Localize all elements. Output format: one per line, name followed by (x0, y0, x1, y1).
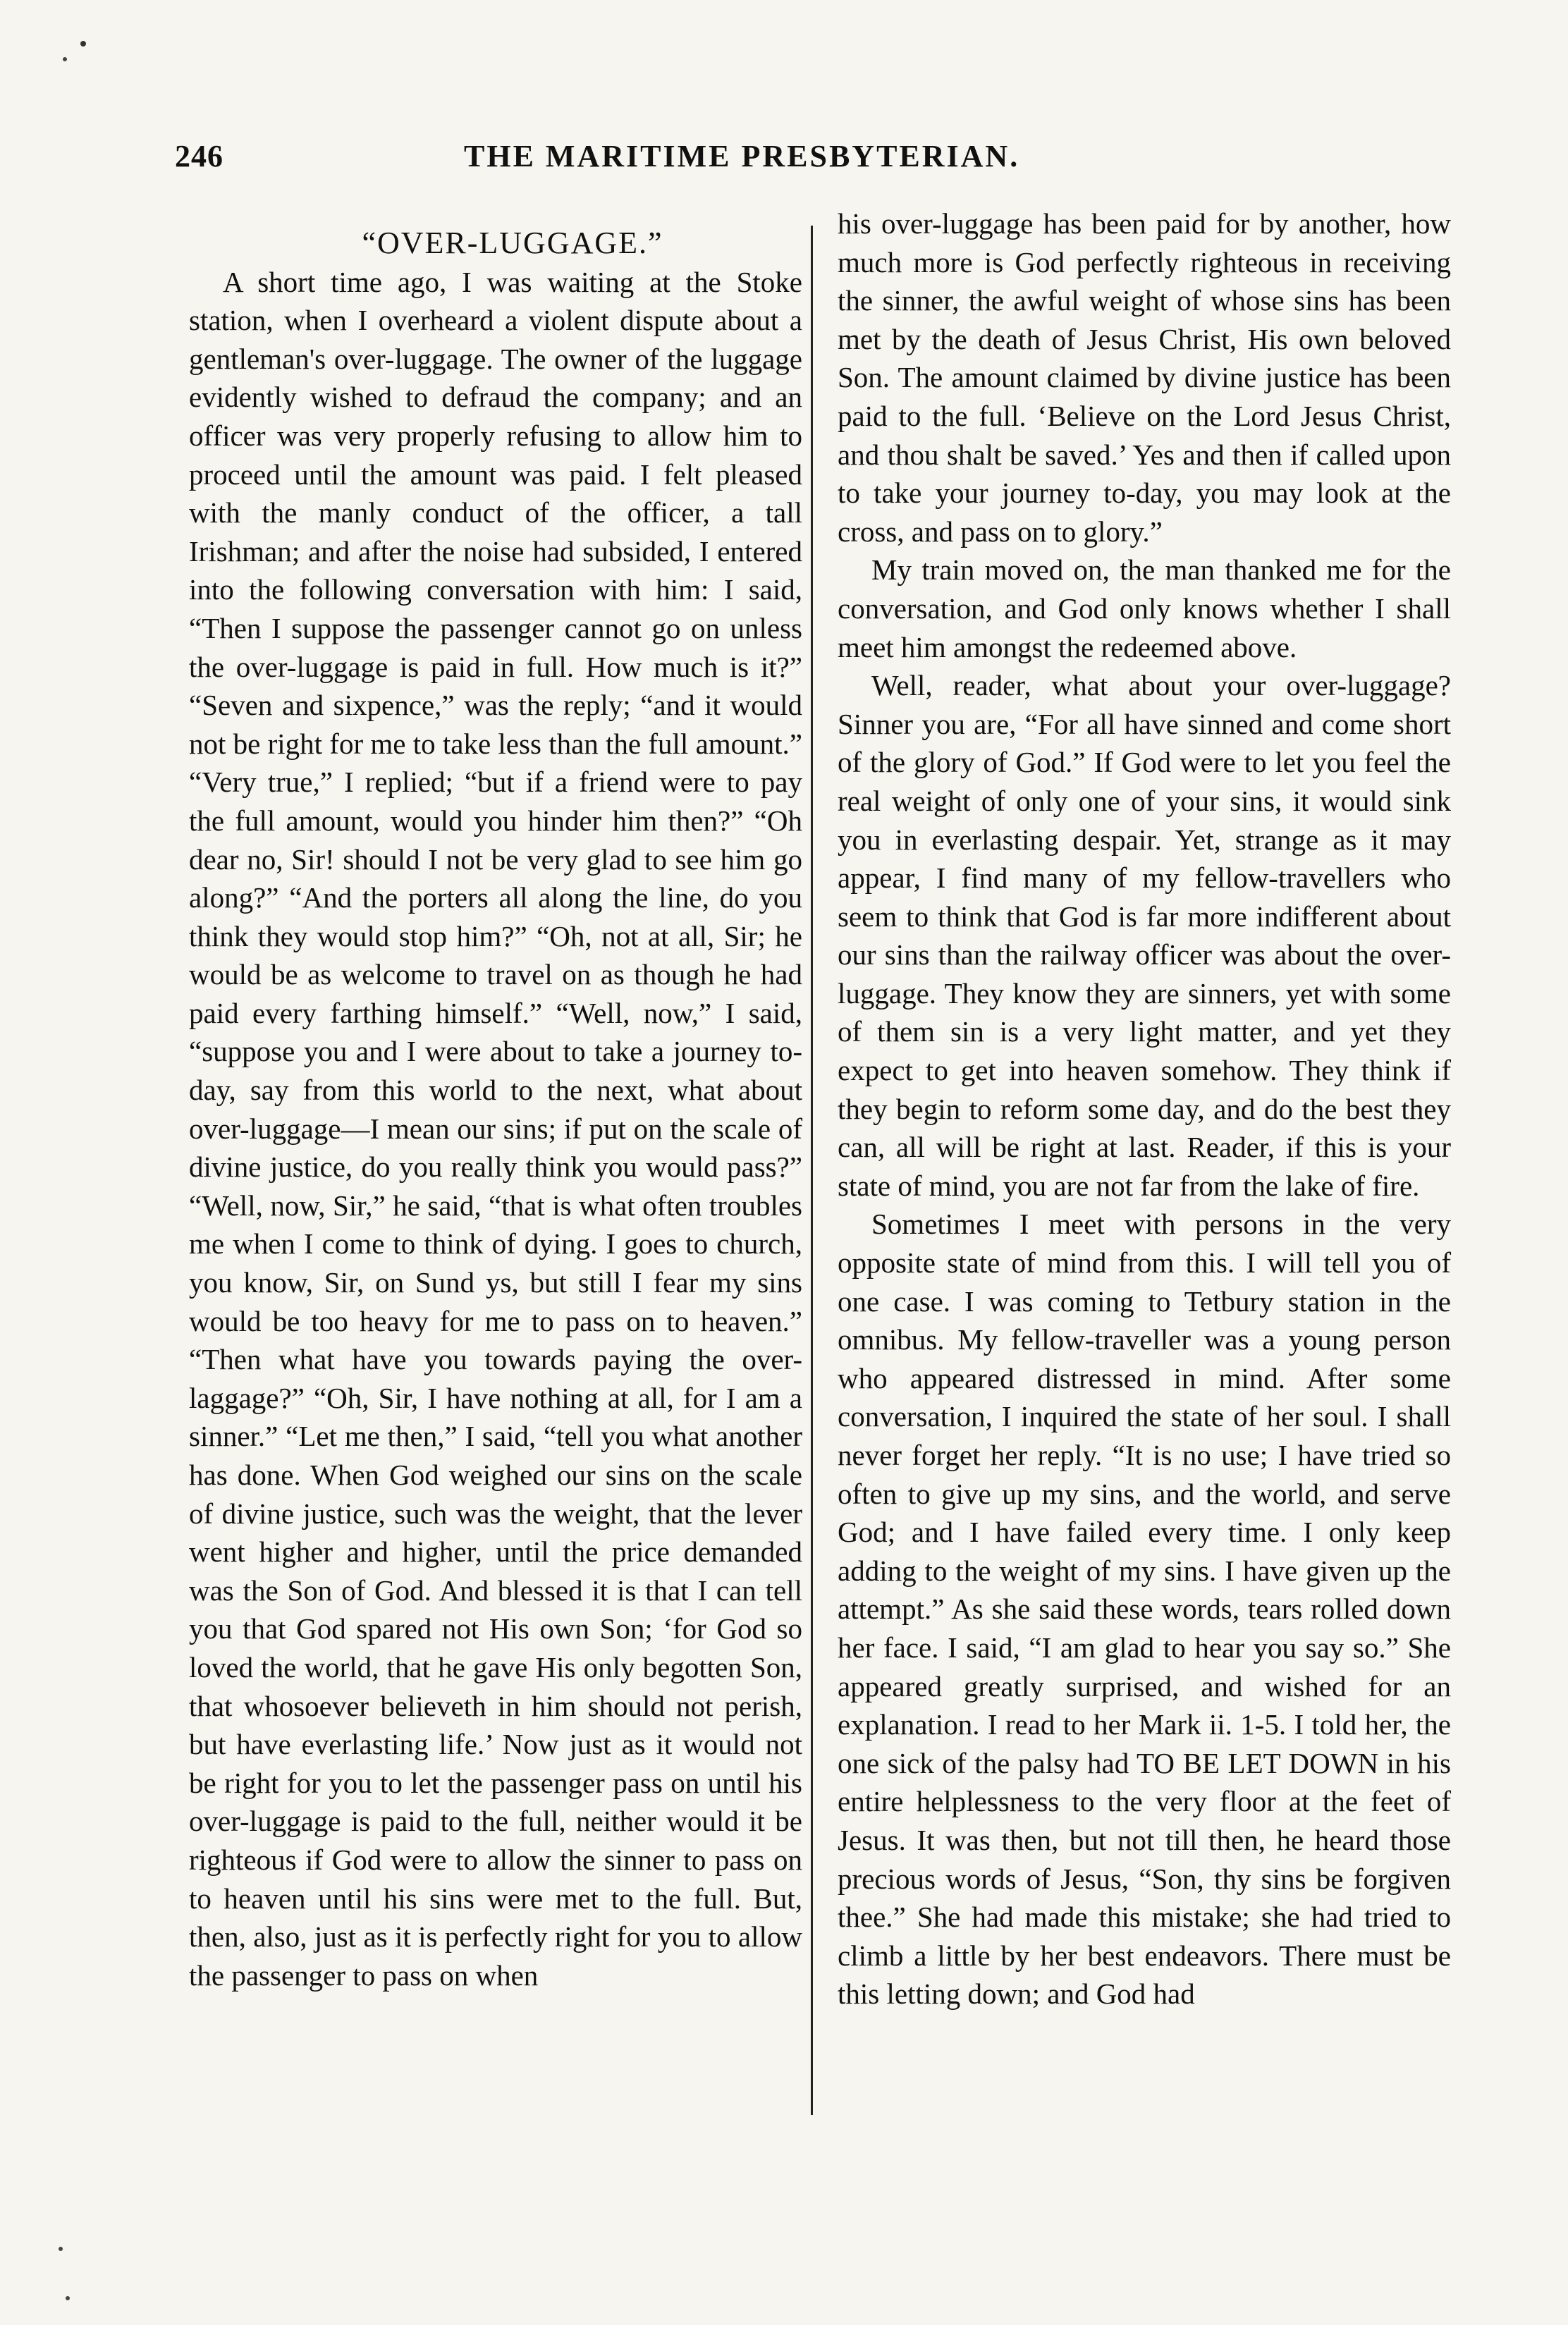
paragraph: Sometimes I meet with persons in the very opposite state of mind from this. I will tell you of one case. I was coming to Tetbury station in the omnibus. My fellow-traveller was a young person who appeared distressed in mind. After some conversation, I inquired the state of her soul. I shall never forget her reply. “It is no use; I have tried so often to give up my sins, and the world, and serve God; and I have failed every time. I only keep adding to the weight of my sins. I have given up the attempt.” As she said these words, tears rolled down her face. I said, “I am glad to hear you say so.” She appeared greatly surprised, and wished for an explanation. I read to her Mark ii. 1-5. I told her, the one sick of the palsy had TO BE LET DOWN in his entire helplessness to the very floor at the feet of Jesus. It was then, but not till then, he heard those precious words of Jesus, “Son, thy sins be forgiven thee.” She had made this mistake; she had tried to climb a little by her best endeavors. There must be this letting down; and God had (838, 1208, 1451, 2011)
paragraph-continued: his over-luggage has been paid for by another, how much more is God perfectly righteous in receiving the sinner, the awful weight of whose sins has been met by the death of Jesus Christ, His own beloved Son. The amount claimed by divine justice has been paid to the full. ‘Believe on the Lord Jesus Christ, and thou shalt be saved.’ Yes and then if called upon to take your journey to-day, you may look at the cross, and pass on to glory.” (838, 207, 1451, 548)
article-title: “OVER-LUGGAGE.” (362, 226, 663, 260)
paragraph: A short time ago, I was waiting at the Stoke station, when I overheard a violent dispute about a gentleman's over-luggage. The owner of the luggage evidently wished to defraud the company; and an officer was very properly refusing to allow him to proceed until the amount was paid. I felt pleased with the manly conduct of the officer, a tall Irishman; and after the noise had subsided, I entered into the following conversation with him: I said, “Then I suppose the passenger cannot go on unless the over-luggage is paid in full. How much is it?” “Seven and sixpence,” was the reply; “and it would not be right for me to take less than the full amount.” “Very true,” I replied; “but if a friend were to pay the full amount, would you hinder him then?” “Oh dear no, Sir! should I not be very glad to see him go along?” “And the porters all along the line, do you think they would stop him?” “Oh, not at all, Sir; he would be as welcome to travel on as though he had paid every farthing himself.” “Well, now,” I said, “suppose you and I were about to take a journey to-day, say from this world to the next, what about over-luggage—I mean our sins; if put on the scale of divine justice, do you really think you would pass?” “Well, now, Sir,” he said, “that is what often troubles me when I come to think of dying. I goes to church, you know, Sir, on Sund ys, but still I fear my sins would be too heavy for me to pass on to heaven.” “Then what have you towards paying the over-laggage?” “Oh, Sir, I have nothing at all, for I am a sinner.” “Let me then,” I said, “tell you what another has done. When God weighed our sins on the scale of divine justice, such was the weight, that the lever went higher and higher, until the price demanded was the Son of God. And blessed it is that I can tell you that God spared not His own Son; ‘for God so loved the world, that he gave His only begotten Son, that whosoever believeth in him should not perish, but have everlasting life.’ Now just as it would not be right for you to let the passenger pass on until his over-luggage is paid to the full, neither would it be righteous if God were to allow the sinner to pass on to heaven until his sins were met to the full. But, then, also, just as it is perfectly right for you to allow the passenger to pass on when (189, 265, 802, 1992)
journal-title: THE MARITIME PRESBYTERIAN. (464, 139, 1020, 173)
paragraph: My train moved on, the man thanked me for the conversation, and God only knows whether I shall meet him amongst the redeemed above. (838, 553, 1451, 663)
page-number: 246 (175, 139, 223, 173)
paragraph: Well, reader, what about your over-luggage? Sinner you are, “For all have sinned and come short of the glory of God.” If God were to let you feel the real weight of only one of your sins, it would sink you in everlasting despair. Yet, strange as it may appear, I find many of my fellow-travellers who seem to think that God is far more indifferent about our sins than the railway officer was about the over-luggage. They know they are sinners, yet with some of them sin is a very light matter, and yet they expect to get into heaven somehow. They think if they begin to reform some day, and do the best they can, all will be right at last. Reader, if this is your state of mind, you are not far from the lake of fire. (838, 669, 1451, 1202)
